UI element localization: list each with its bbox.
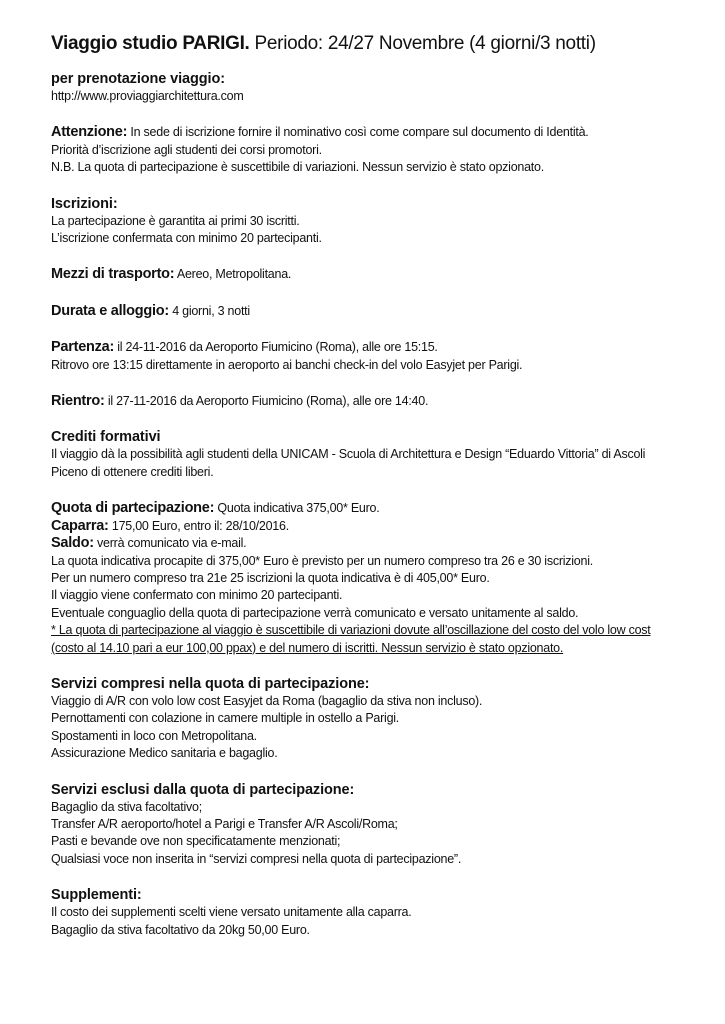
iscrizioni-line: La partecipazione è garantita ai primi 30 iscritti. <box>51 213 300 228</box>
durata-value: 4 giorni, 3 notti <box>168 303 250 318</box>
crediti-section <box>51 429 681 481</box>
rientro-section <box>51 393 681 410</box>
compresi-item: Assicurazione Medico sanitaria e bagaglio. <box>51 746 278 761</box>
attention-line-2: Priorità d’iscrizione agli studenti dei corsi promotori. <box>51 142 322 157</box>
quota-line: Per un numero compreso tra 21e 25 iscrizioni la quota indicativa è di 405,00* Euro. <box>51 570 490 585</box>
booking-section <box>51 71 681 105</box>
title-period: Periodo: 24/27 Novembre (4 giorni/3 notti) <box>249 33 596 54</box>
compresi-item: Spostamenti in loco con Metropolitana. <box>51 728 257 743</box>
esclusi-item: Bagaglio da stiva facoltativo; <box>51 799 202 814</box>
saldo-value: verrà comunicato via e-mail. <box>93 536 247 551</box>
mezzi-label: Mezzi di trasporto: <box>51 266 175 283</box>
compresi-heading: Servizi compresi nella quota di partecipazione: <box>51 675 370 692</box>
quota-label: Quota di partecipazione: <box>51 500 215 517</box>
supplementi-item: Bagaglio da stiva facoltativo da 20kg 50,00 Euro. <box>51 922 310 937</box>
compresi-item: Viaggio di A/R con volo low cost Easyjet da Roma (bagaglio da stiva non incluso). <box>51 693 483 708</box>
quota-note-line-1: * La quota di partecipazione al viaggio è suscettibile di variazioni dovute all’oscillazione del costo del volo low cost <box>51 623 651 638</box>
quota-note-line-2: (costo al 14.10 pari a eur 100,00 ppax) e del numero di iscritti. Nessun servizio è stato opzionato. <box>51 640 564 655</box>
durata-label: Durata e alloggio: <box>51 302 169 319</box>
attention-line-1: In sede di iscrizione fornire il nominativo così come compare sul documento di Identità. <box>127 125 589 140</box>
esclusi-item: Transfer A/R aeroporto/hotel a Parigi e Transfer A/R Ascoli/Roma; <box>51 816 398 831</box>
durata-section <box>51 303 681 320</box>
mezzi-section <box>51 266 681 283</box>
supplementi-section <box>51 887 681 939</box>
mezzi-value: Aereo, Metropolitana. <box>174 267 292 282</box>
document-page <box>51 32 681 939</box>
partenza-section <box>51 339 681 374</box>
supplementi-heading: Supplementi: <box>51 887 142 904</box>
rientro-value: il 27-11-2016 da Aeroporto Fiumicino (Roma), alle ore 14:40. <box>104 394 429 409</box>
quota-line: Il viaggio viene confermato con minimo 20 partecipanti. <box>51 588 343 603</box>
caparra-label: Caparra: <box>51 517 109 534</box>
rientro-label: Rientro: <box>51 393 105 410</box>
crediti-heading: Crediti formativi <box>51 429 161 446</box>
booking-url: http://www.proviaggiarchitettura.com <box>51 89 244 103</box>
quota-line: Eventuale conguaglio della quota di partecipazione verrà comunicato e versato unitamente al saldo. <box>51 605 579 620</box>
quota-section <box>51 500 681 657</box>
attention-line-3: N.B. La quota di partecipazione è suscettibile di variazioni. Nessun servizio è stato opzionato. <box>51 160 544 175</box>
supplementi-item: Il costo dei supplementi scelti viene versato unitamente alla caparra. <box>51 905 412 920</box>
compresi-section <box>51 676 681 763</box>
iscrizioni-line: L’iscrizione confermata con minimo 20 partecipanti. <box>51 231 322 246</box>
quota-value: Quota indicativa 375,00* Euro. <box>214 501 380 516</box>
iscrizioni-heading: Iscrizioni: <box>51 195 118 212</box>
attention-label: Attenzione: <box>51 124 128 141</box>
quota-line: La quota indicativa procapite di 375,00* Euro è previsto per un numero compreso tra 26 e 30 iscrizioni. <box>51 553 593 568</box>
partenza-label: Partenza: <box>51 339 115 356</box>
esclusi-heading: Servizi esclusi dalla quota di partecipazione: <box>51 781 355 798</box>
saldo-label: Saldo: <box>51 535 94 552</box>
attention-section <box>51 124 681 176</box>
esclusi-item: Pasti e bevande ove non specificatamente menzionati; <box>51 834 341 849</box>
compresi-item: Pernottamenti con colazione in camere multiple in ostello a Parigi. <box>51 711 400 726</box>
partenza-value: il 24-11-2016 da Aeroporto Fiumicino (Roma), alle ore 15:15. <box>114 340 438 355</box>
partenza-line-2: Ritrovo ore 13:15 direttamente in aeroporto ai banchi check-in del volo Easyjet per Parigi. <box>51 357 523 372</box>
crediti-text: Il viaggio dà la possibilità agli studenti della UNICAM - Scuola di Architettura e Design “Eduardo Vittoria” di Ascoli Piceno di ottenere crediti liberi. <box>51 447 646 479</box>
booking-heading: per prenotazione viaggio: <box>51 71 225 87</box>
iscrizioni-section <box>51 196 681 248</box>
document-title <box>51 32 681 56</box>
title-bold: Viaggio studio PARIGI. <box>51 33 250 54</box>
esclusi-item: Qualsiasi voce non inserita in “servizi compresi nella quota di partecipazione”. <box>51 851 462 866</box>
caparra-value: 175,00 Euro, entro il: 28/10/2016. <box>108 518 289 533</box>
esclusi-section <box>51 782 681 869</box>
